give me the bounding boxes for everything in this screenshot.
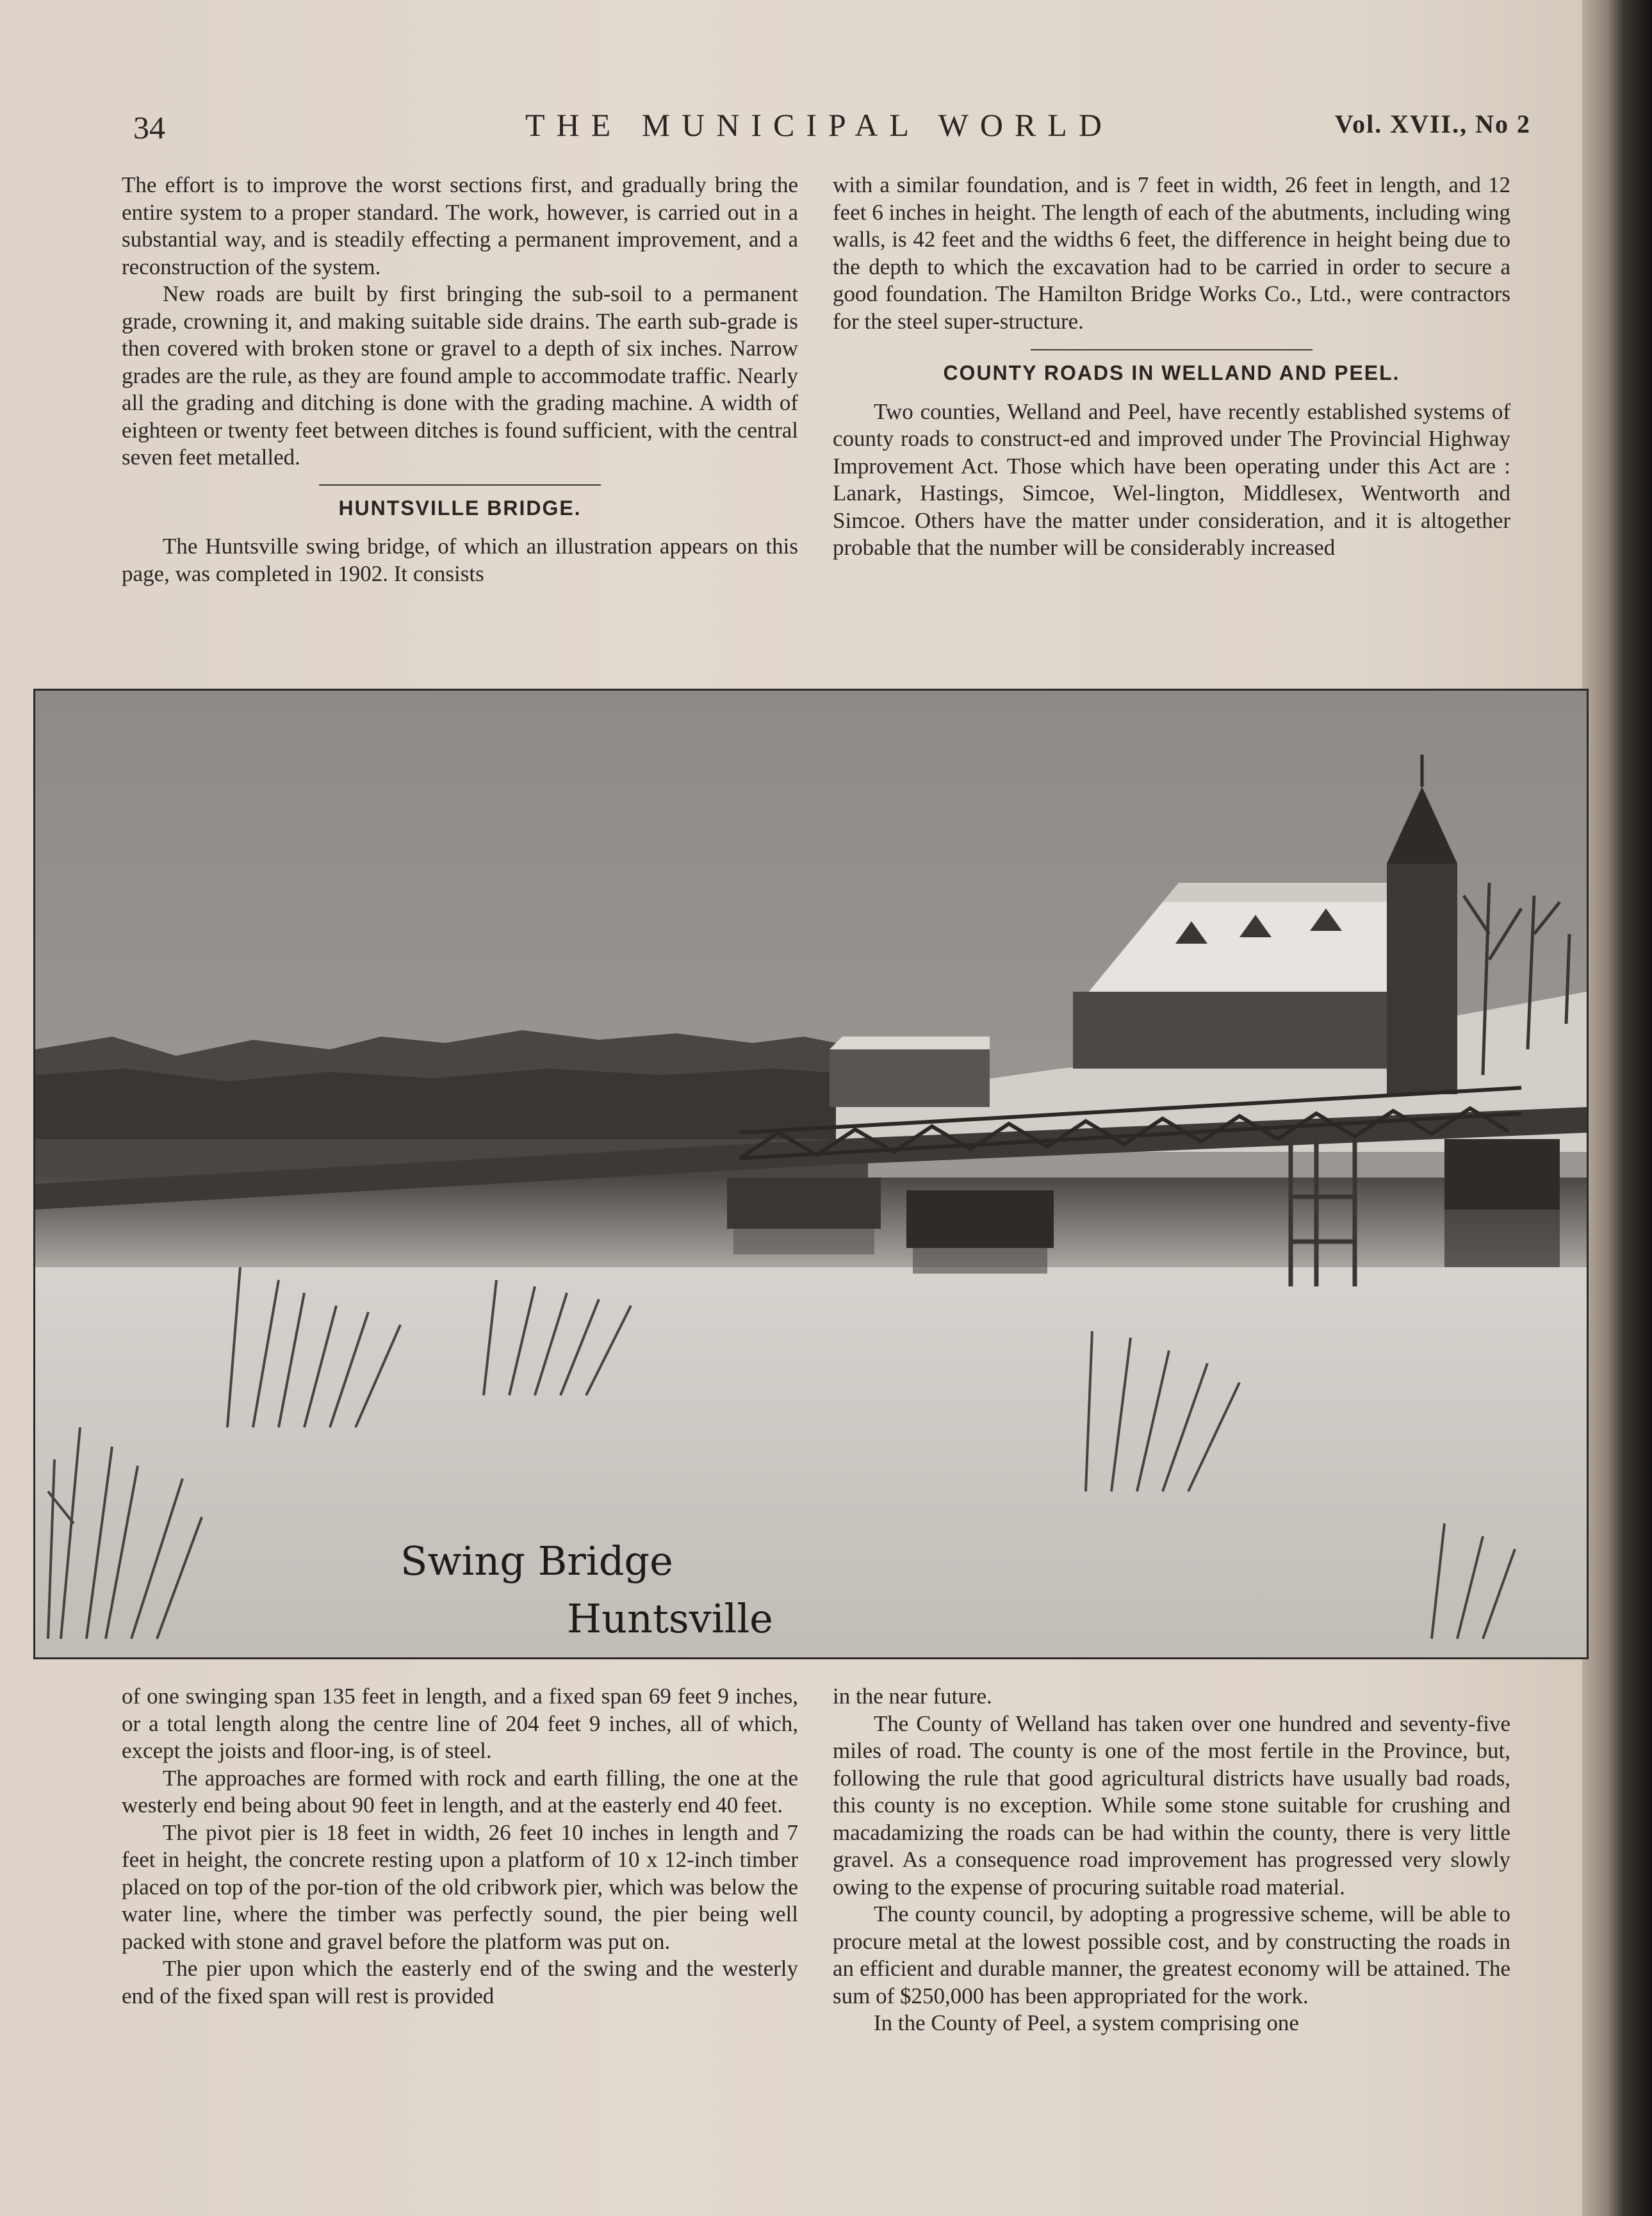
section-divider xyxy=(319,484,601,486)
column-left-bottom xyxy=(122,1683,798,2010)
section-heading: COUNTY ROADS IN WELLAND AND PEEL. xyxy=(943,361,1400,384)
paragraph: The pivot pier is 18 feet in width, 26 feet 10 inches in length and 7 feet in height, the concrete resting upon a platform of 10 x 12-inch timber placed on top of the por-tion of the old cribwork pier, which was below the water line, where the timber was perfectly sound, the pier being well packed with stone and gravel before the platform was put on. xyxy=(122,1819,798,1954)
paragraph: The county council, by adopting a progressive scheme, will be able to procure metal at the lowest possible cost, and by constructing the roads in an efficient and durable manner, the greatest economy will be attained. The sum of $250,000 has been appropriated for the work. xyxy=(833,1901,1510,2008)
column-right-bottom xyxy=(833,1683,1510,2037)
paragraph: The Huntsville swing bridge, of which an illustration appears on this page, was completed in 1902. It consists xyxy=(122,534,798,586)
paragraph: New roads are built by first bringing the sub-soil to a permanent grade, crowning it, and making suitable side drains. The earth sub-grade is then covered with broken stone or gravel to a depth of six inches. Narrow grades are the rule, as they are found ample to accommodate traffic. Nearly all the grading and ditching is done with the grading machine. A width of eighteen or twenty feet between ditches is found sufficient, with the central seven feet metalled. xyxy=(122,281,798,470)
book-gutter xyxy=(1582,0,1652,2216)
column-left-top xyxy=(122,172,798,587)
page-header xyxy=(122,103,1531,147)
paragraph: with a similar foundation, and is 7 feet in width, 26 feet in length, and 12 feet 6 inches in height. The length of each of the abutments, including wing walls, is 42 feet and the widths 6 feet, the difference in height being due to the depth to which the excavation had to be carried in order to secure a good foundation. The Hamilton Bridge Works Co., Ltd., were contractors for the steel super-structure. xyxy=(833,172,1510,334)
paragraph: Two counties, Welland and Peel, have recently established systems of county roads to construct-ed and improved under The Provincial Highway Improvement Act. Those which have been operating under this Act are : Lanark, Hastings, Simcoe, Wel-lington, Middlesex, Wentworth and Simcoe. Others have the matter under consideration, and it is altogether probable that the number will be considerably increased xyxy=(833,398,1510,560)
volume-label: Vol. XVII., No 2 xyxy=(1334,110,1531,138)
caption-huntsville: Huntsville xyxy=(567,1595,773,1642)
paragraph: The effort is to improve the worst sections first, and gradually bring the entire system to a proper standard. The work, however, is carried out in a substantial way, and is steadily effecting a permanent improvement, and a reconstruction of the system. xyxy=(122,172,798,279)
paragraph: The County of Welland has taken over one hundred and seventy-five miles of road. The county is one of the most fertile in the Province, but, following the rule that good agricultural districts have usually bad roads, this county is no exception. While some stone suitable for crushing and macadamizing the roads can be had within the county, there is very little gravel. As a consequence road improvement has progressed very slowly owing to the expense of procuring suitable road material. xyxy=(833,1711,1510,1900)
column-right-top xyxy=(833,172,1510,562)
section-heading: HUNTSVILLE BRIDGE. xyxy=(338,496,582,520)
page-number: 34 xyxy=(133,110,165,145)
paragraph: The approaches are formed with rock and earth filling, the one at the westerly end being about 90 feet in length, and at the easterly end 40 feet. xyxy=(122,1765,798,1818)
caption-swing-bridge: Swing Bridge xyxy=(400,1538,673,1584)
paragraph: in the near future. xyxy=(833,1684,992,1709)
running-title: THE MUNICIPAL WORLD xyxy=(525,107,1113,143)
paragraph: The pier upon which the easterly end of the swing and the westerly end of the fixed span will rest is provided xyxy=(122,1956,798,2008)
swing-bridge-photograph xyxy=(33,689,1589,1659)
section-divider xyxy=(1031,349,1313,350)
paragraph: of one swinging span 135 feet in length, and a fixed span 69 feet 9 inches, or a total length along the centre line of 204 feet 9 inches, all of which, except the joists and floor-ing, is of steel. xyxy=(122,1684,798,1763)
paragraph: In the County of Peel, a system comprising one xyxy=(874,2010,1299,2035)
